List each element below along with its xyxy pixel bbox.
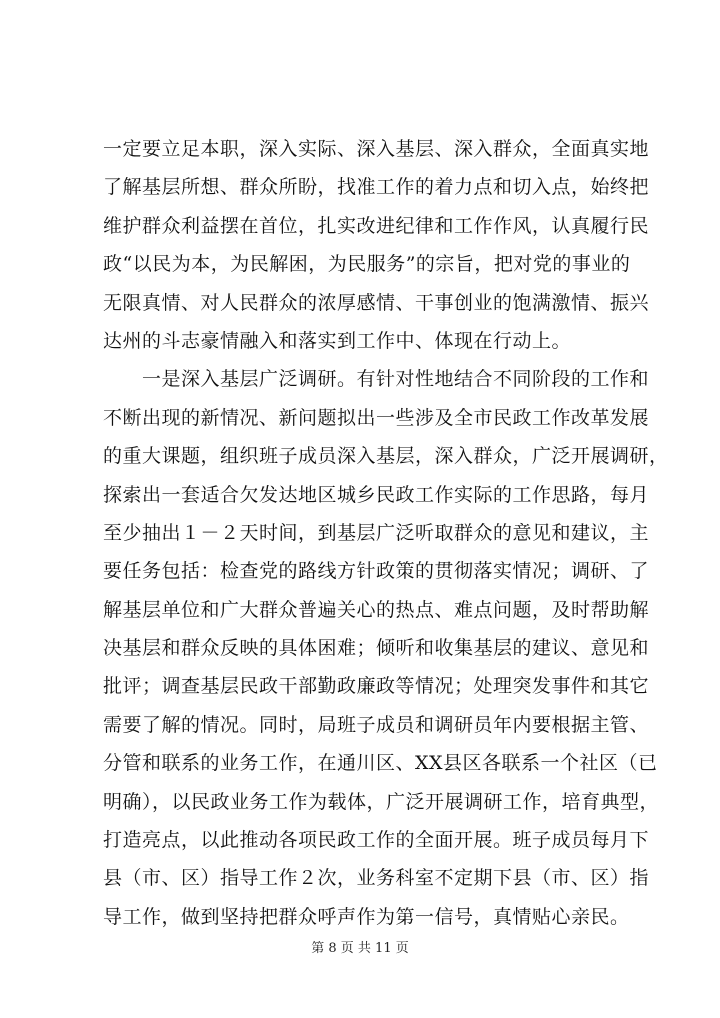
text-line: 县（市、区）指导工作２次，业务科室不定期下县（市、区）指: [103, 867, 650, 890]
text-line: 了解基层所想、群众所盼，找准工作的着力点和切入点，始终把: [103, 176, 650, 199]
text-line: 探索出一套适合欠发达地区城乡民政工作实际的工作思路，每月: [103, 483, 650, 506]
text-line: 不断出现的新情况、新问题拟出一些涉及全市民政工作改革发展: [103, 406, 650, 429]
text-line: 一定要立足本职，深入实际、深入基层、深入群众，全面真实地: [103, 138, 650, 160]
text-line: 打造亮点，以此推动各项民政工作的全面开展。班子成员每月下: [103, 829, 650, 852]
page-number-footer: 第 8 页 共 11 页: [311, 941, 409, 956]
text-line: 决基层和群众反映的具体困难；倾听和收集基层的建议、意见和: [103, 637, 650, 660]
text-line: 需要了解的情况。同时，局班子成员和调研员年内要根据主管、: [103, 713, 650, 736]
text-line: 一是深入基层广泛调研。有针对性地结合不同阶段的工作和: [103, 368, 650, 391]
text-line: 维护群众利益摆在首位，扎实改进纪律和工作作风，认真履行民: [103, 214, 650, 237]
text-line: 的重大课题，组织班子成员深入基层，深入群众，广泛开展调研，: [103, 445, 669, 468]
text-line: 批评；调查基层民政干部勤政廉政等情况；处理突发事件和其它: [103, 675, 650, 698]
text-line: 导工作，做到坚持把群众呼声作为第一信号，真情贴心亲民。: [103, 905, 630, 928]
text-line: 至少抽出１－２天时间，到基层广泛听取群众的意见和建议，主: [103, 521, 650, 544]
text-line: 政“以民为本，为民解困，为民服务”的宗旨，把对党的事业的: [103, 253, 631, 276]
text-line: 分管和联系的业务工作，在通川区、XX县区各联系一个社区（已: [103, 752, 658, 775]
body-text: [103, 130, 669, 936]
text-line: 要任务包括：检查党的路线方针政策的贯彻落实情况；调研、了: [103, 560, 650, 583]
text-line: 达州的斗志豪情融入和落实到工作中、体现在行动上。: [103, 329, 572, 352]
text-line: 明确），以民政业务工作为载体，广泛开展调研工作，培育典型，: [103, 790, 660, 813]
text-line: 解基层单位和广大群众普遍关心的热点、难点问题，及时帮助解: [103, 598, 650, 621]
text-line: 无限真情、对人民群众的浓厚感情、干事创业的饱满激情、振兴: [103, 291, 650, 314]
